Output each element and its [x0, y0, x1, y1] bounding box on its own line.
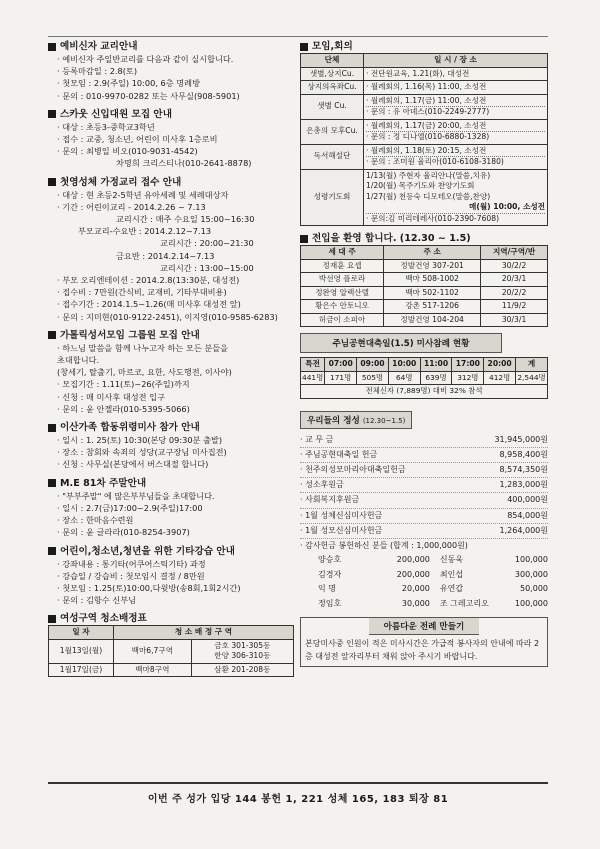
table-cell: 412명	[484, 371, 516, 385]
donation-row: · 천주의성모마리아대축일헌금 8,574,350원	[300, 463, 548, 478]
text-line: · 첫모임 : 2.9(주일) 10:00, 6층 명례방	[57, 78, 200, 89]
text-line: 부모교리-수요반 : 2014.2.12~7.13	[78, 226, 212, 237]
table-row	[301, 81, 548, 95]
table-header: 20:00	[484, 358, 516, 372]
schedule-line: · 월례회의, 1.17(금) 11:00, 소성전	[366, 95, 487, 105]
section-title: 전입을 환영 합니다. (12.30 ~ 1.5)	[312, 233, 471, 244]
gift-row: 정임호 30,000 조 그레고리오 100,000	[318, 598, 548, 608]
text-line: · 강좌내용 : 통기타(어쿠어스틱기타) 과정	[57, 558, 206, 569]
table-row	[301, 300, 548, 314]
table-header: 지역/구역/반	[481, 246, 548, 260]
gift-row: 김경자 200,000 최인섭 300,000	[318, 569, 548, 579]
donations-title: 우리들의 정성 (12.30~1.5)	[300, 411, 412, 429]
table-cell: 강촌 517-1206	[384, 300, 481, 314]
table-header: 계	[516, 358, 548, 372]
schedule-line: 매(월) 10:00, 소성전	[469, 202, 545, 211]
text-line: · 접수 : 교중, 청소년, 어린이 미사후 1층로비	[57, 134, 218, 145]
text-line: (창세기, 탈출기, 마르코, 요한, 사도행전, 이사야)	[57, 367, 232, 378]
table-row	[49, 639, 294, 663]
meetings-table	[300, 53, 548, 226]
table-cell: 1월17일(금)	[49, 663, 114, 677]
table-row	[301, 273, 548, 287]
gift-title: · 감사헌금 봉헌하신 분들 (합계 : 1,000,000원)	[300, 540, 468, 550]
table-row	[301, 169, 548, 226]
donation-row: · 주님공현대축일 헌금 8,958,400원	[300, 448, 548, 463]
text-line: · 첫모임 : 1.25(토)10:00,다윗방(송8회,1회2시간)	[57, 582, 241, 593]
table-cell: 20/2/2	[481, 286, 548, 300]
schedule-line: 1/27(월) 천등숙 디모테오(말씀,찬양)	[366, 191, 491, 201]
table-cell: 64명	[388, 371, 420, 385]
table-cell: 샛별 Cu.	[301, 94, 364, 119]
table-cell: 샛별,상지Cu.	[301, 67, 364, 81]
text-line: 교리시간 : 20:00~21:30	[160, 238, 254, 249]
text-line: · 신청 : 매 미사후 대성전 입구	[57, 391, 165, 402]
table-header: 특전	[301, 358, 325, 372]
family-mass-section	[48, 421, 294, 471]
catechumen-section	[48, 40, 294, 102]
table-cell: 정발건영 104-204	[384, 313, 481, 327]
bullet-square-icon	[48, 178, 56, 186]
schedule-line: · 문의:김 미리데레사(010-2390-7608)	[366, 213, 545, 225]
text-line: · 장소 : 한마음수련원	[57, 515, 134, 526]
schedule-line: 1/20(월) 목주기도와 찬양기도회	[366, 181, 475, 190]
text-line: 교리시간 : 매주 수요일 15:00~16:30	[116, 214, 255, 225]
table-cell: 금호 301-305동 한양 306-310동	[191, 639, 293, 663]
text-line: · 강습일 / 강습비 : 첫모임시 결정 / 8만원	[57, 570, 205, 581]
section-title: 스카웃 신입대원 모집 안내	[60, 108, 172, 120]
text-line: · 문의 : 최병일 비오(010-9031-4542)	[57, 146, 198, 157]
schedule-line: 1/13(월) 주현자 율리안나(말씀,치유)	[366, 170, 491, 180]
text-line: · 문의 : 윤 안젤라(010-5395-5066)	[57, 403, 190, 414]
table-row	[49, 663, 294, 677]
text-line: 금요반 : 2014.2.14~7.13	[116, 250, 215, 261]
donation-row: · 성소후원금 1,283,000원	[300, 478, 548, 493]
text-line: · 대상 : 현 초등2-5학년 유아세례 및 세례대상자	[57, 189, 229, 200]
bullet-square-icon	[48, 424, 56, 432]
text-line: · 문의 : 지미현(010-9122-2451), 이지영(010-9585-6283)	[57, 311, 278, 322]
cleaning-table	[48, 625, 294, 677]
table-cell: 441명	[301, 371, 325, 385]
attendance-table	[300, 357, 548, 399]
text-line: · 장소 : 참회와 속죄의 성당(교구장님 미사집전)	[57, 447, 227, 458]
bullet-square-icon	[48, 547, 56, 555]
table-header: 주 소	[384, 246, 481, 260]
schedule-line: · 전단원교육, 1.21(화), 대성전	[366, 68, 470, 78]
left-column	[48, 40, 294, 683]
text-line: · 하느님 말씀을 함께 나누고자 하는 모든 분들을	[57, 342, 229, 353]
text-line: · "부부주말" 에 많은부부님들을 초대합니다.	[57, 490, 215, 501]
table-cell: 312명	[452, 371, 484, 385]
text-line: · 신청 : 사무실(본당에서 버스대절 합니다)	[57, 459, 209, 470]
table-cell: 백마8구역	[114, 663, 192, 677]
table-cell: 505명	[357, 371, 389, 385]
table-row	[301, 144, 548, 169]
text-line: · 문의 : 김항수 신부님	[57, 595, 137, 606]
text-line: · 모집기간 : 1.11(토)~26(주일)까지	[57, 379, 190, 390]
table-row	[301, 259, 548, 273]
section-title: 어린이,청소년,청년을 위한 기타강습 안내	[60, 545, 235, 557]
attendance-title: 주님공현대축일(1.5) 미사참례 현황	[300, 333, 502, 353]
table-header: 청 소 배 정 구 역	[114, 626, 294, 640]
bullet-square-icon	[300, 43, 308, 51]
table-cell: 상지의옥좌Cu.	[301, 81, 364, 95]
table-header: 단체	[301, 54, 364, 68]
text-line: · 기간 : 어린이교리 - 2014.2.26 ~ 7.13	[57, 201, 206, 212]
table-cell: 은총의 모후Cu.	[301, 119, 364, 144]
text-line: · 대상 : 초등3-중학교3학년	[57, 121, 155, 132]
schedule-line: · 월례회의, 1.17(금) 20:00, 소성전	[366, 120, 487, 130]
table-header: 07:00	[325, 358, 357, 372]
table-cell: 1월13일(월)	[49, 639, 114, 663]
table-row	[301, 286, 548, 300]
text-line: 교리시간 : 13:00~15:00	[160, 262, 254, 273]
hymn-footer: 이번 주 성가 입당 144 봉헌 1, 221 성체 165, 183 퇴장 81	[48, 782, 548, 805]
top-rule	[48, 36, 548, 37]
schedule-line: · 월례회의, 1.16(목) 11:00, 소성전	[366, 82, 487, 91]
table-cell: 백마6,7구역	[114, 639, 192, 663]
table-cell: 639명	[420, 371, 452, 385]
text-line: 차명희 크리스티나(010-2641-8878)	[116, 158, 252, 169]
table-cell: 박선영 플로라	[301, 273, 384, 287]
liturgy-box	[300, 617, 548, 667]
section-title: 예비신자 교리안내	[60, 41, 138, 52]
bullet-square-icon	[48, 331, 56, 339]
table-row	[301, 313, 548, 327]
section-title: 여성구역 청소배정표	[60, 613, 147, 625]
bullet-square-icon	[48, 479, 56, 487]
text-line: · 일시 : 2.7(금)17:00~2.9(주일)17:00	[57, 502, 203, 513]
table-header: 10:00	[388, 358, 420, 372]
donations-section	[300, 405, 548, 612]
table-row	[301, 94, 548, 119]
attendance-summary: 전체신자 (7,889명) 대비 32% 참석	[301, 385, 548, 399]
table-cell: 허금이 소피아	[301, 313, 384, 327]
schedule-line: · 문의 : 유 아녜스(010-2249-2777)	[366, 106, 545, 118]
table-cell: 30/3/1	[481, 313, 548, 327]
schedule-line: · 월례회의, 1.18(토) 20:15, 소성전	[366, 145, 487, 155]
table-header: 11:00	[420, 358, 452, 372]
table-header: 일 시 / 장 소	[364, 54, 548, 68]
donation-row: · 1월 성모신심미사헌금 1,264,000원	[300, 524, 548, 539]
text-line: · 일시 : 1. 25(토) 10:30(본당 09:30분 출발)	[57, 435, 223, 446]
text-line: · 접수비 : 7만원(간식비, 교재비, 기타부대비용)	[57, 287, 227, 298]
table-cell: 171명	[325, 371, 357, 385]
table-header: 세 대 주	[301, 246, 384, 260]
text-line: · 문의 : 010-9970-0282 또는 사무실(908-5901)	[57, 90, 240, 101]
bible-section	[48, 329, 294, 415]
communion-section	[48, 176, 294, 323]
table-row	[301, 119, 548, 144]
text-line: · 부모 오리엔테이션 : 2014.2.8(13:30분, 대성전)	[57, 275, 240, 286]
table-header: 09:00	[357, 358, 389, 372]
text-line: · 문의 : 윤 글라라(010-8254-3907)	[57, 527, 190, 538]
text-line: · 등록마감일 : 2.8(토)	[57, 66, 138, 77]
table-row	[301, 67, 548, 81]
table-cell: 정발건영 307-201	[384, 259, 481, 273]
table-header: 17:00	[452, 358, 484, 372]
bullet-square-icon	[300, 235, 308, 243]
schedule-line: · 문의 : 정 디나엘(010-6880-1328)	[366, 131, 545, 143]
text-line: 초대합니다.	[57, 355, 100, 366]
donation-row: · 1월 성체신심미사헌금 854,000원	[300, 509, 548, 524]
liturgy-title: 아름다운 전례 만들기	[369, 618, 479, 635]
bullet-square-icon	[48, 43, 56, 51]
table-header: 일 자	[49, 626, 114, 640]
table-cell: 11/9/2	[481, 300, 548, 314]
table-cell: 삼환 201-208동	[191, 663, 293, 677]
guitar-section	[48, 545, 294, 607]
bullet-square-icon	[48, 615, 56, 623]
meetings-section	[300, 40, 548, 226]
me-section	[48, 477, 294, 539]
table-cell: 백마 502-1102	[384, 286, 481, 300]
section-title: M.E 81차 주말안내	[60, 477, 147, 489]
gift-row: 익 명 20,000 유연갑 50,000	[318, 584, 548, 594]
bullet-square-icon	[48, 110, 56, 118]
section-title: 이산가족 합동위령미사 참가 안내	[60, 422, 200, 434]
table-cell: 백마 508-1002	[384, 273, 481, 287]
gift-row: 양승호 200,000 신동욱 100,000	[318, 555, 548, 565]
right-column	[300, 40, 548, 667]
table-cell: 황은수 안토니오	[301, 300, 384, 314]
cleaning-section	[48, 612, 294, 677]
attendance-section	[300, 333, 548, 399]
table-row	[301, 371, 548, 385]
table-cell: 정재훈 요셉	[301, 259, 384, 273]
donation-row: · 사회복지후원금 400,000원	[300, 493, 548, 508]
welcome-section	[300, 232, 548, 327]
text-line: · 접수기간 : 2014.1.5~1.26(매 미사후 대성전 앞)	[57, 299, 241, 310]
section-title: 모임,회의	[312, 41, 353, 52]
table-cell: 성령기도회	[301, 169, 364, 226]
welcome-table	[300, 245, 548, 327]
table-cell: 정완영 알렉산델	[301, 286, 384, 300]
table-cell: 30/2/2	[481, 259, 548, 273]
schedule-line: · 문의 : 조미원 율리아(010-6108-3180)	[366, 156, 545, 168]
table-cell: 독서해설단	[301, 144, 364, 169]
section-title: 첫영성체 가정교리 접수 안내	[60, 176, 182, 188]
donation-row: · 교 무 금 31,945,000원	[300, 433, 548, 448]
scout-section	[48, 108, 294, 170]
text-line: · 예비신자 주일반교리를 다음과 같이 실시합니다.	[57, 54, 234, 64]
table-cell: 2,544명	[516, 371, 548, 385]
table-cell: 20/3/1	[481, 273, 548, 287]
liturgy-text: 본당미사중 인원이 적은 미사시간은 가급적 봉사자의 안내에 따라 2층 대성전 앞자리부터 채워 앉아 주시기 바랍니다.	[305, 639, 540, 661]
section-title: 가톨릭성서모임 그룹원 모집 안내	[60, 329, 200, 341]
